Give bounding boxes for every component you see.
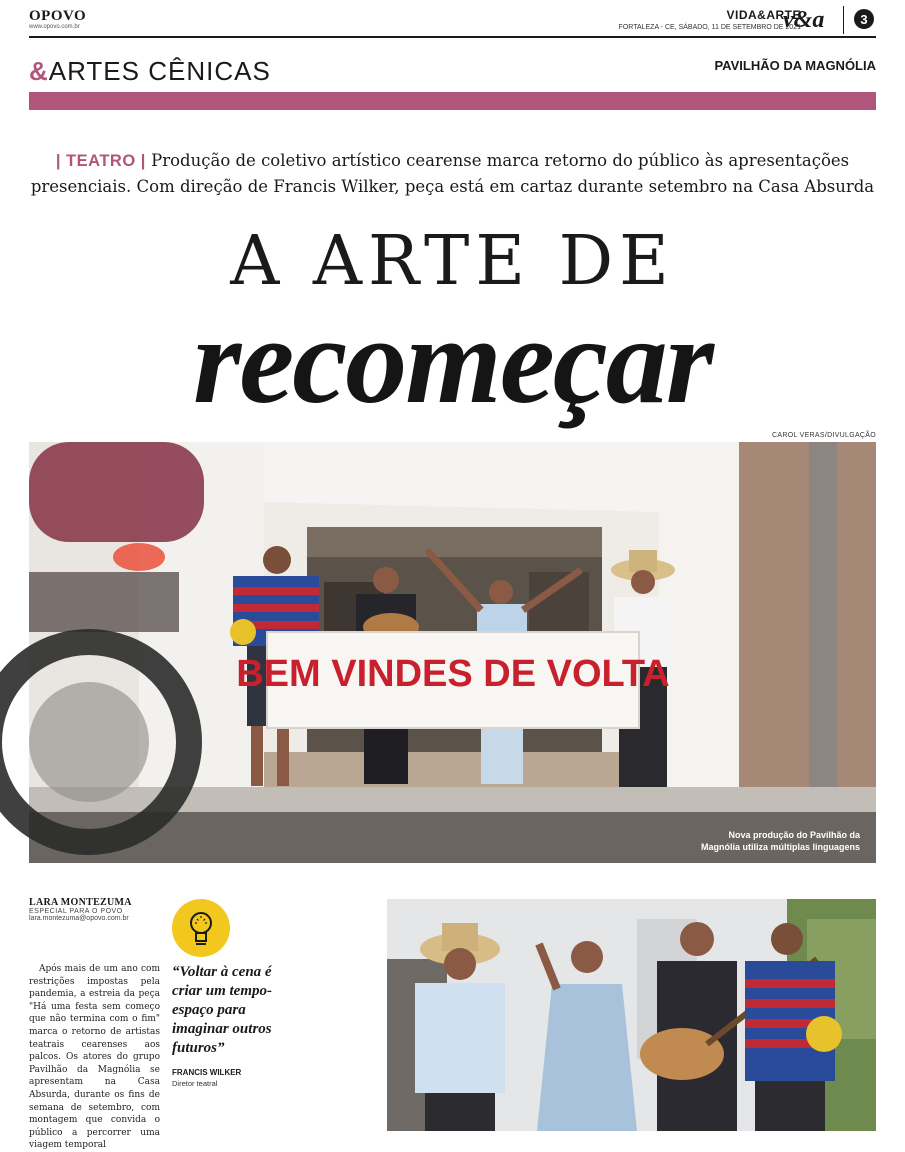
- welcome-banner: [236, 632, 670, 728]
- svg-text:v&a: v&a: [783, 7, 825, 33]
- secondary-photo-illustration: [387, 899, 876, 1131]
- headline-line-1: A ARTE DE: [230, 222, 675, 301]
- byline: [29, 897, 132, 922]
- newspaper-url: www.opovo.com.br: [29, 24, 80, 30]
- photo-caption: Nova produção do Pavilhão da Magnólia utiliza múltiplas linguagens: [700, 830, 860, 852]
- deck-text: Produção de coletivo artístico cearense marca retorno do público às apresentações presenciais. Com direção de Francis Wilker, peça está em cartaz durante setembro na Casa Absurda: [30, 151, 875, 196]
- quote-author: FRANCIS WILKER: [172, 1068, 242, 1077]
- secondary-photo: [387, 899, 876, 1131]
- author-email: lara.montezuma@opovo.com.br: [29, 915, 129, 922]
- body-paragraph: Após mais de um ano com restrições impostas pela pandemia, a estreia da peça "Há uma festa sem começo que não termina com o fim" marca o retorno de artistas teatrais cearenses aos palcos. Os atores do grupo Pavilhão da Magnólia se apresentam na Casa Absurda, durante os fins de semana de setembro, com montagem que convida o público a percorrer uma viagem temporal: [29, 964, 160, 1151]
- section-title: [29, 56, 271, 87]
- main-photo: [29, 442, 876, 863]
- masthead-separator: [843, 6, 844, 34]
- deck-kicker: | TEATRO |: [55, 152, 146, 170]
- photo-credit: CAROL VERAS/DIVULGAÇÃO: [772, 432, 876, 439]
- supplement-name: VIDA&ARTE: [726, 8, 801, 22]
- pull-quote: “Voltar à cena é criar um tempo-espaço para imaginar outros futuros”: [172, 964, 272, 1056]
- quote-author-role: Diretor teatral: [172, 1079, 218, 1088]
- column-name: PAVILHÃO DA MAGNÓLIA: [714, 58, 876, 73]
- masthead-info: [619, 8, 801, 31]
- newspaper-logo: OPOVO: [29, 8, 87, 24]
- main-photo-illustration: [29, 442, 876, 863]
- page-number: 3: [854, 9, 874, 29]
- supplement-logo-icon: [781, 6, 837, 32]
- article-deck: [29, 148, 876, 199]
- banner-text: BEM VINDES DE VOLTA: [236, 653, 670, 695]
- headline-line-2: recomeçar: [192, 292, 713, 429]
- section-title-text: ARTES CÊNICAS: [48, 56, 271, 86]
- article-body: [29, 963, 160, 1152]
- author-name: LARA MONTEZUMA: [29, 897, 132, 908]
- section-bar: [29, 92, 876, 110]
- masthead-rule: [29, 36, 876, 38]
- author-role: ESPECIAL PARA O POVO: [29, 908, 123, 915]
- lightbulb-icon: [172, 899, 230, 957]
- section-ampersand: &: [29, 56, 49, 86]
- dateline: FORTALEZA - CE, SÁBADO, 11 DE SETEMBRO DE 2021: [618, 24, 801, 31]
- masthead-brand: [29, 8, 86, 30]
